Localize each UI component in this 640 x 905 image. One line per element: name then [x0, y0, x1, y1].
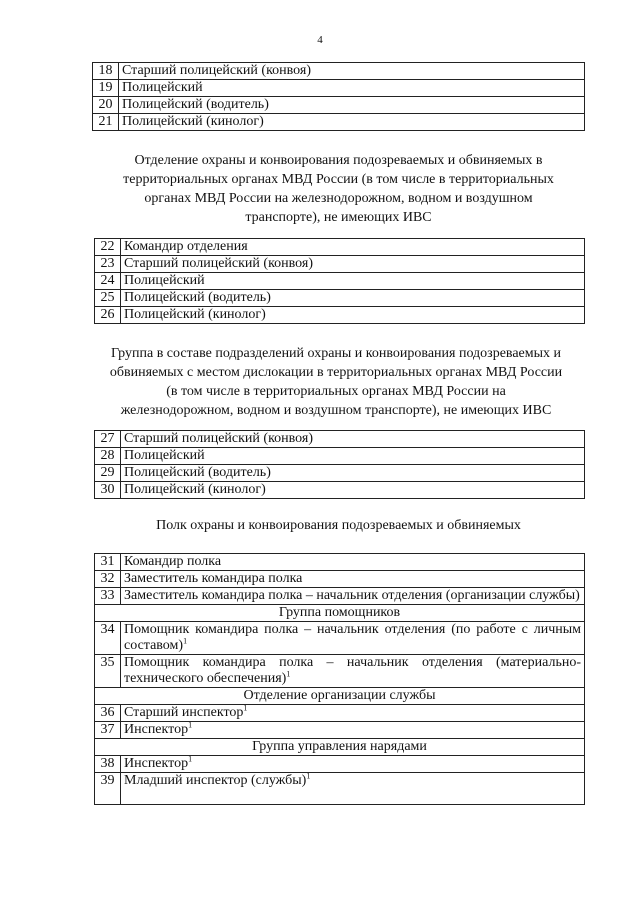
position-table-d: [94, 553, 585, 805]
row-number: 19: [93, 80, 119, 97]
position-title: Полицейский: [121, 273, 585, 290]
table-row: [93, 63, 585, 80]
position-title: Полицейский: [121, 448, 585, 465]
position-title: Заместитель командира полка: [121, 571, 585, 588]
table-row: [93, 114, 585, 131]
table-row: [93, 97, 585, 114]
row-number: 29: [95, 465, 121, 482]
row-number: 32: [95, 571, 121, 588]
position-title: Полицейский (кинолог): [121, 482, 585, 499]
table-row: [95, 273, 585, 290]
position-title-cell: [121, 773, 585, 805]
position-title: Полицейский (водитель): [119, 97, 585, 114]
heading-line: органах МВД России на железнодорожном, водном и воздушном: [144, 191, 533, 206]
row-number: 22: [95, 239, 121, 256]
table-row: [95, 448, 585, 465]
heading-line: железнодорожном, водном и воздушном транспорте), не имеющих ИВС: [120, 403, 552, 418]
footnote-marker: 1: [243, 703, 248, 713]
heading-line: Группа в составе подразделений охраны и конвоирования подозреваемых и: [110, 346, 562, 361]
group-header: Группа помощников: [95, 605, 585, 622]
position-title: Старший полицейский (конвоя): [119, 63, 585, 80]
row-number: 21: [93, 114, 119, 131]
table-row: [95, 588, 585, 605]
position-title-cell: [121, 622, 585, 655]
group-header: Отделение организации службы: [95, 688, 585, 705]
position-title: Полицейский: [119, 80, 585, 97]
position-title: Помощник командира полка – начальник отделения (материально-технического обеспечения): [124, 655, 581, 686]
table-row: [95, 622, 585, 655]
position-title: Командир полка: [121, 554, 585, 571]
group-row: [95, 605, 585, 622]
position-title: Полицейский (кинолог): [119, 114, 585, 131]
heading-line: Полк охраны и конвоирования подозреваемых и обвиняемых: [156, 518, 521, 533]
position-title: Инспектор: [124, 756, 189, 771]
heading-line: (в том числе в территориальных органах МВД России на: [166, 384, 506, 399]
row-number: 30: [95, 482, 121, 499]
table-row: [95, 756, 585, 773]
position-title: Командир отделения: [121, 239, 585, 256]
position-title-cell: [121, 655, 585, 688]
footnote-marker: 1: [306, 771, 311, 781]
table-row: [95, 722, 585, 739]
table-row: [95, 655, 585, 688]
table-row: [95, 307, 585, 324]
table-row: [95, 256, 585, 273]
position-title: Старший инспектор: [124, 705, 244, 720]
row-number: 38: [95, 756, 121, 773]
position-table-b: [94, 238, 585, 324]
position-title: Инспектор: [124, 722, 189, 737]
table-row: [95, 773, 585, 805]
position-title: Младший инспектор (службы): [124, 773, 307, 788]
table-row: [95, 554, 585, 571]
group-header: Группа управления нарядами: [95, 739, 585, 756]
row-number: 20: [93, 97, 119, 114]
position-table-a: [92, 62, 585, 131]
row-number: 31: [95, 554, 121, 571]
row-number: 18: [93, 63, 119, 80]
table-row: [95, 482, 585, 499]
row-number: 27: [95, 431, 121, 448]
table-row: [95, 239, 585, 256]
table-row: [95, 465, 585, 482]
position-table-c: [94, 430, 585, 499]
heading-line: транспорте), не имеющих ИВС: [245, 210, 432, 225]
heading-line: территориальных органах МВД России (в том числе в территориальных: [123, 172, 554, 187]
position-title: Полицейский (водитель): [121, 290, 585, 307]
section-heading-detachment: [92, 151, 585, 227]
section-heading-regiment: [92, 516, 585, 535]
position-title: Полицейский (водитель): [121, 465, 585, 482]
group-row: [95, 739, 585, 756]
row-number: 26: [95, 307, 121, 324]
position-title-cell: [121, 705, 585, 722]
position-title: Заместитель командира полка – начальник отделения (организации службы): [121, 588, 585, 605]
table-row: [95, 571, 585, 588]
row-number: 23: [95, 256, 121, 273]
row-number: 28: [95, 448, 121, 465]
table-row: [95, 705, 585, 722]
position-title: Полицейский (кинолог): [121, 307, 585, 324]
group-row: [95, 688, 585, 705]
row-number: 37: [95, 722, 121, 739]
row-number: 35: [95, 655, 121, 688]
footnote-marker: 1: [188, 720, 193, 730]
heading-line: обвиняемых с местом дислокации в территориальных органах МВД России: [109, 365, 563, 380]
position-title: Помощник командира полка – начальник отделения (по работе с личным составом): [124, 622, 581, 653]
row-number: 25: [95, 290, 121, 307]
footnote-marker: 1: [286, 669, 291, 679]
table-row: [95, 431, 585, 448]
row-number: 39: [95, 773, 121, 805]
footnote-marker: 1: [183, 636, 188, 646]
position-title-cell: [121, 756, 585, 773]
position-title-cell: [121, 722, 585, 739]
row-number: 24: [95, 273, 121, 290]
row-number: 33: [95, 588, 121, 605]
position-title: Старший полицейский (конвоя): [121, 431, 585, 448]
row-number: 34: [95, 622, 121, 655]
footnote-marker: 1: [188, 754, 193, 764]
table-row: [95, 290, 585, 307]
position-title: Старший полицейский (конвоя): [121, 256, 585, 273]
page-number: 4: [317, 34, 323, 46]
heading-line: Отделение охраны и конвоирования подозреваемых и обвиняемых в: [134, 153, 543, 168]
table-row: [93, 80, 585, 97]
row-number: 36: [95, 705, 121, 722]
section-heading-group: [80, 344, 592, 420]
